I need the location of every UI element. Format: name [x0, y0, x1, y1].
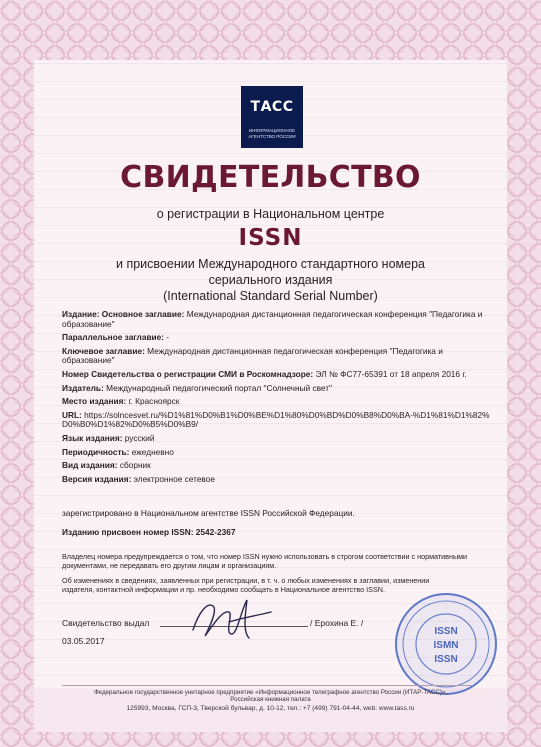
field-key-title	[62, 347, 492, 366]
field-place	[62, 397, 492, 407]
field-type	[62, 461, 492, 471]
field-language	[62, 434, 492, 444]
field-value: ЭЛ № ФС77-65391 от 18 апреля 2016 г.	[315, 368, 467, 379]
field-periodicity	[62, 448, 492, 458]
field-url	[62, 411, 492, 430]
field-value: электронное сетевое	[133, 473, 215, 484]
assigned-issn	[62, 527, 492, 537]
footer-address: 125993, Москва, ГСП-3, Тверской бульвар, д. 10-12, тел.: +7 (499) 791-04-44, web: www.tass.ru	[126, 705, 415, 712]
official-seal	[392, 590, 500, 698]
field-label: Параллельное заглавие:	[62, 332, 165, 343]
field-publisher	[62, 384, 492, 394]
seal-text: ISMN	[433, 640, 459, 651]
seal-text: ISSN	[434, 626, 458, 637]
changes-notice: Об изменениях в сведениях, заявленных при регистрации, в т. ч. о любых изменениях в заглавии, изменении издателя, контактной информации и пр. необходимо сообщать в Национальное агентство ISSN.	[62, 576, 430, 594]
field-label: URL:	[62, 409, 82, 420]
subtitle-line: (International Standard Serial Number)	[163, 289, 378, 303]
usage-warning: Владелец номера предупреждается о том, что номер ISSN нужно использовать в строгом соответствии с нормативными документами, не передавать его другим лицам и организациям.	[62, 552, 468, 570]
field-label: Номер Свидетельства о регистрации СМИ в Роскомнадзоре:	[62, 368, 314, 379]
subtitle-line: сериального издания	[208, 273, 333, 287]
field-value: Международная дистанционная педагогическая конференция "Педагогика и образование"	[62, 309, 483, 329]
signer-name: / Ерохина Е. /	[310, 618, 364, 628]
subtitle-line: и присвоении Международного стандартного номера	[116, 257, 425, 271]
field-parallel-title	[62, 333, 492, 343]
field-label: Издание:	[62, 309, 100, 319]
field-value: г. Красноярск	[128, 396, 180, 407]
handwritten-signature	[185, 592, 275, 647]
field-label: Основное заглавие:	[101, 309, 185, 319]
field-label: Издатель:	[62, 382, 104, 393]
footer-org: Федеральное государственное унитарное предприятие «Информационное телеграфное агентство России (ИТАР-ТАСС)»,	[93, 689, 448, 696]
field-label: Место издания:	[62, 396, 127, 407]
certificate-title: СВИДЕТЕЛЬСТВО	[120, 160, 421, 195]
field-value: Международная дистанционная педагогическая конференция "Педагогика и образование"	[62, 345, 443, 366]
field-label: Вид издания:	[62, 460, 118, 471]
field-main-title	[62, 310, 492, 329]
subtitle-registration: о регистрации в Национальном центре	[156, 207, 385, 221]
registration-fields	[62, 310, 492, 488]
subtitle-assignment	[80, 256, 461, 304]
field-version	[62, 475, 492, 485]
field-label: Язык издания:	[62, 432, 123, 443]
field-value: -	[166, 332, 170, 343]
field-value: https://solncesvet.ru/%D1%81%D0%B1%D0%BE%D1%80%D0%BD%D0%B8%D0%BA-%D1%81%D1%82%D0%B0%D1%82%D0%B5%D0%B9/	[62, 409, 490, 430]
assigned-issn-text: Изданию присвоен номер ISSN: 2542-2367	[62, 527, 236, 537]
issued-by-label: Свидетельство выдал	[62, 618, 150, 628]
logo-main-text: ТАСС	[250, 99, 294, 115]
field-value: русский	[124, 432, 155, 443]
field-media-certificate	[62, 370, 492, 380]
issue-date: 03.05.2017	[62, 636, 105, 646]
field-label: Версия издания:	[62, 473, 132, 484]
field-label: Ключевое заглавие:	[62, 345, 145, 356]
registration-statement: зарегистрировано в Национальном агентстве ISSN Российской Федерации.	[62, 508, 355, 518]
issn-heading: ISSN	[238, 225, 303, 251]
field-value: сборник	[119, 460, 151, 471]
footer-divider	[62, 685, 472, 686]
field-label: Периодичность:	[62, 446, 130, 457]
field-value: ежедневно	[131, 446, 174, 457]
logo-subtitle: ИНФОРМАЦИОННОЕ АГЕНТСТВО РОССИИ	[248, 128, 296, 139]
seal-text: ISSN	[434, 654, 458, 665]
footer-chamber: Российская книжная палата	[230, 696, 311, 703]
field-value: Международный педагогический портал "Солнечный свет"	[106, 382, 333, 393]
